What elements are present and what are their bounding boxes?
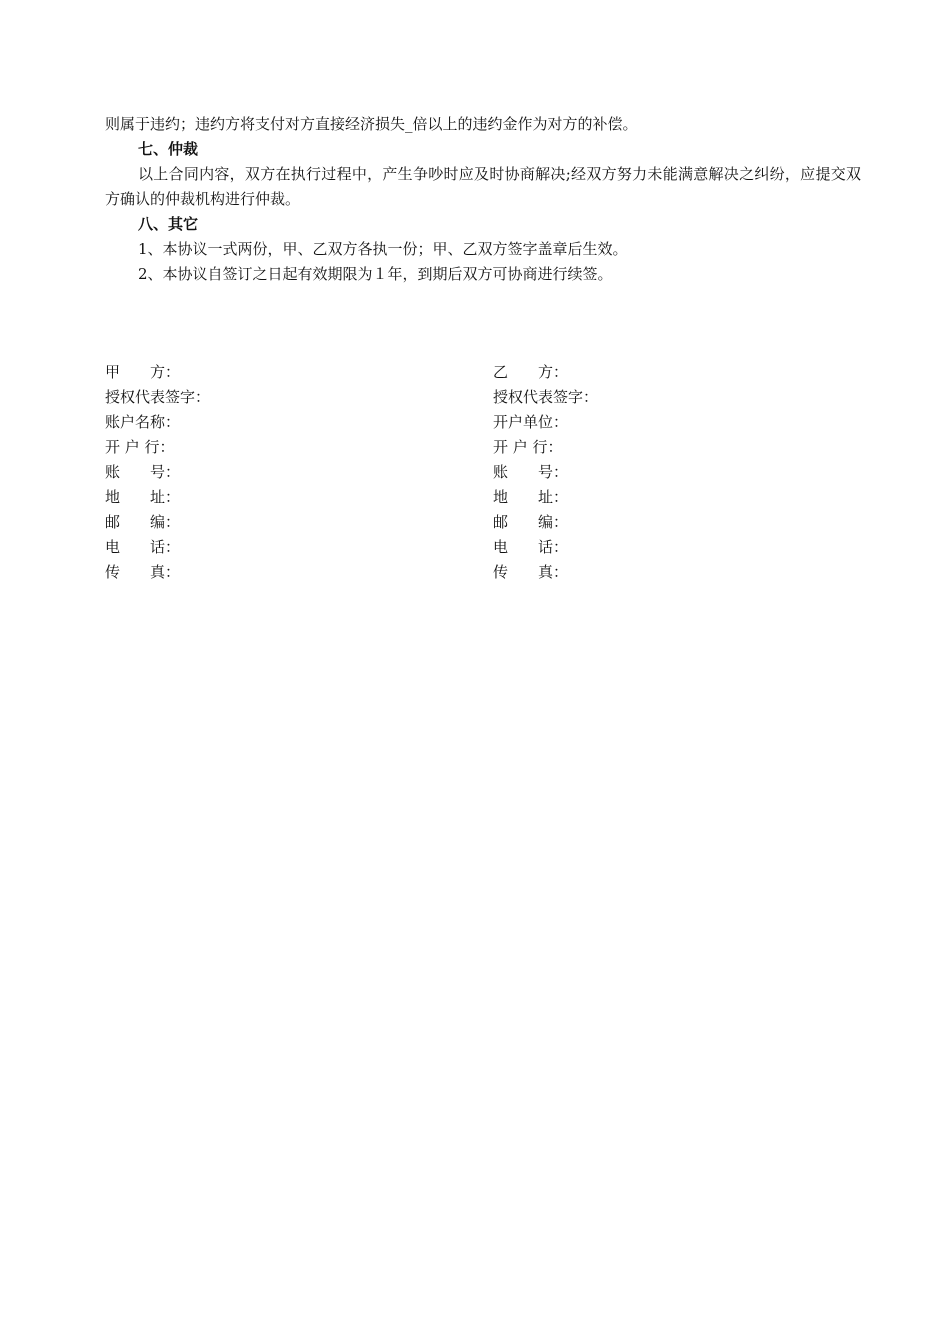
contract-body (105, 112, 865, 287)
party-b-address-label: 地 址： (493, 488, 569, 506)
party-a-account-number-label: 账 号： (105, 463, 181, 481)
party-a-postcode-label: 邮 编： (105, 513, 181, 531)
section-8-title: 八、其它 (138, 215, 199, 233)
party-b-fax-label: 传 真： (493, 563, 569, 581)
party-a-account-name-label: 账户名称： (105, 413, 181, 431)
section-7-text: 以上合同内容，双方在执行过程中，产生争吵时应及时协商解决;经双方努力未能满意解决之纠纷，应提交双方确认的仲裁机构进行仲裁。 (105, 165, 861, 208)
party-a-authorized-signature-label: 授权代表签字： (105, 388, 211, 406)
party-a-bank-label: 开 户 行： (105, 438, 175, 456)
party-b-bank-label: 开 户 行： (493, 438, 563, 456)
party-b-postcode-label: 邮 编： (493, 513, 569, 531)
signature-row (105, 360, 865, 385)
party-b-label: 乙 方： (493, 363, 569, 381)
signature-row (105, 460, 865, 485)
section-8-item-2: 2、本协议自签订之日起有效期限为１年，到期后双方可协商进行续签。 (138, 265, 613, 283)
party-a-fax-label: 传 真： (105, 563, 181, 581)
signature-row (105, 510, 865, 535)
party-a-label: 甲 方： (105, 363, 181, 381)
section-7-title: 七、仲裁 (138, 140, 199, 158)
penalty-clause-line: 则属于违约；违约方将支付对方直接经济损失_倍以上的违约金作为对方的补偿。 (105, 115, 638, 133)
signature-row (105, 410, 865, 435)
signature-row (105, 485, 865, 510)
party-b-account-number-label: 账 号： (493, 463, 569, 481)
signature-row (105, 535, 865, 560)
signature-row (105, 385, 865, 410)
party-a-phone-label: 电 话： (105, 538, 181, 556)
signature-row (105, 560, 865, 585)
party-b-phone-label: 电 话： (493, 538, 569, 556)
party-b-authorized-signature-label: 授权代表签字： (493, 388, 599, 406)
signature-row (105, 435, 865, 460)
party-b-account-unit-label: 开户单位： (493, 413, 569, 431)
party-a-address-label: 地 址： (105, 488, 181, 506)
section-8-item-1: 1、本协议一式两份，甲、乙双方各执一份；甲、乙双方签字盖章后生效。 (138, 240, 628, 258)
signature-block (105, 360, 865, 585)
